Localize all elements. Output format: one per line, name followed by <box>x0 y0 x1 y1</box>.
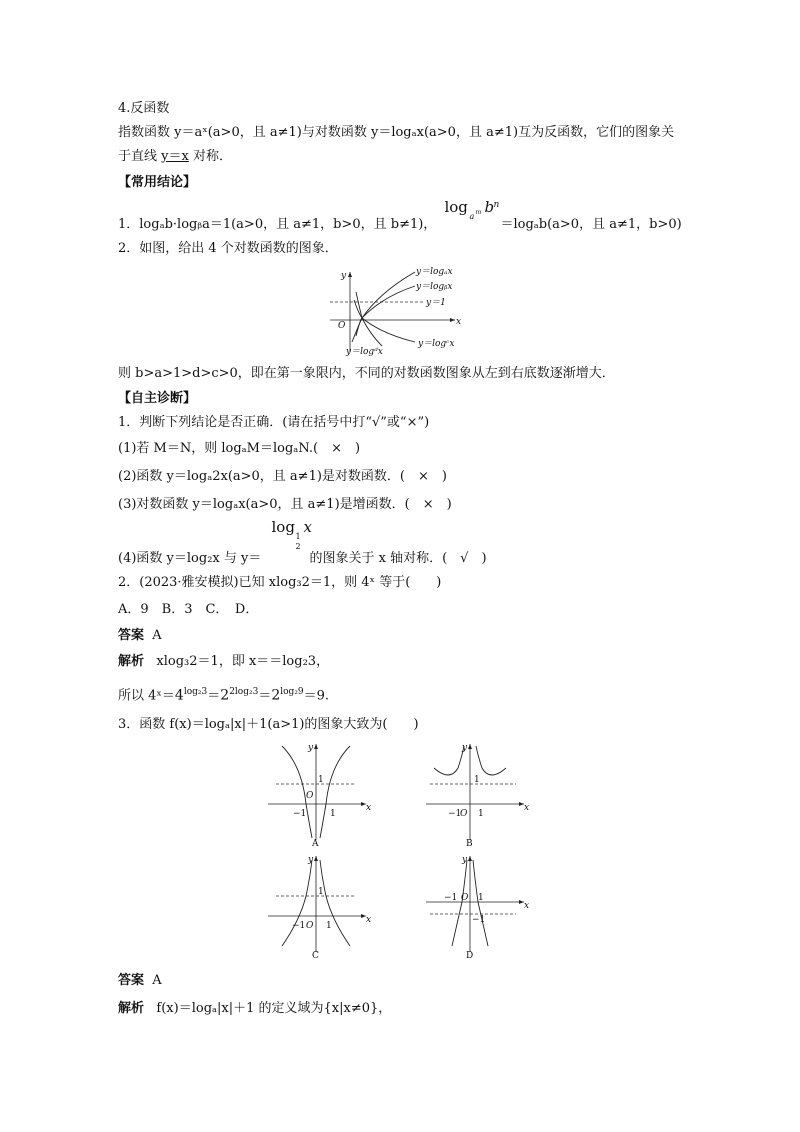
graph-d <box>420 850 532 962</box>
label-log-c: y＝logᶜx <box>418 339 455 349</box>
question-1-3: (3)对数函数 y＝logₐx(a>0，且 a≠1)是增函数．( × ) <box>118 497 452 512</box>
svg-text:y: y <box>308 743 314 753</box>
conclusion-1-tail: ＝logₐb(a>0，且 a≠1，b>0) <box>500 217 682 232</box>
svg-text:−1: −1 <box>292 921 306 931</box>
svg-text:−1: −1 <box>472 915 486 925</box>
label-log-d: y＝logᵈx <box>346 347 383 357</box>
conclusion-1-text: 1．logₐb·logᵦa＝1(a>0，且 a≠1，b>0，且 b≠1)， <box>118 217 437 232</box>
svg-text:y: y <box>308 855 314 865</box>
question-2-answer <box>118 627 162 645</box>
svg-text:O: O <box>306 791 314 801</box>
analysis-label: 解析 <box>118 654 145 669</box>
svg-text:1: 1 <box>318 775 324 785</box>
question-3-analysis <box>118 1000 391 1018</box>
graph-b-label: B <box>466 839 473 849</box>
graph-b <box>420 738 532 850</box>
question-2: 2．(2023·雅安模拟)已知 xlog₃2＝1，则 4ˣ 等于( ) <box>118 575 442 590</box>
question-2-options: A．9 B．3 C． D． <box>118 602 259 617</box>
analysis-label: 解析 <box>118 1001 145 1016</box>
svg-text:1: 1 <box>330 809 336 819</box>
section-title: 4.反函数 <box>118 101 170 116</box>
svg-text:y: y <box>462 743 468 753</box>
label-log-b: y＝logᵦx <box>416 282 453 292</box>
exp1-base: 4 <box>174 687 184 704</box>
question-1: 1．判断下列结论是否正确．(请在括号中打“√”或“×”) <box>118 415 430 430</box>
exp3-sup: log₂9 <box>280 687 304 697</box>
y-axis-label: y <box>341 271 347 281</box>
so-text: 所以 4ˣ＝ <box>118 688 175 704</box>
inverse-paragraph-line1: 指数函数 y＝aˣ(a>0，且 a≠1)与对数函数 y＝logₐx(a>0，且 a≠1)互为反函数，它们的图象关 <box>118 125 675 140</box>
question-1-4-post: 的图象关于 x 轴对称．( √ ) <box>309 551 487 566</box>
conclusion-1-formula: log a m b n <box>444 198 500 221</box>
exp2-base: 2 <box>220 687 230 704</box>
origin-label: O <box>338 321 346 331</box>
svg-text:1: 1 <box>474 775 480 785</box>
exp3-base: 2 <box>271 687 281 704</box>
analysis-text: xlog₃2＝1，即 x＝＝log₂3， <box>156 654 330 669</box>
inverse-p2-pre: 于直线 <box>118 149 162 164</box>
conclusion-2-result: 则 b>a>1>d>c>0，即在第一象限内，不同的对数函数图象从左到右底数逐渐增大． <box>118 366 615 381</box>
label-y1: y＝1 <box>426 298 446 308</box>
answer-label: 答案 <box>118 973 145 988</box>
svg-text:1: 1 <box>478 893 484 903</box>
graph-a <box>262 738 374 850</box>
self-diagnosis-header: 【自主诊断】 <box>118 391 197 406</box>
svg-text:−1: −1 <box>448 809 462 819</box>
svg-text:x: x <box>524 901 530 911</box>
line-y-equals-x: y＝x <box>161 149 189 164</box>
question-1-1: (1)若 M＝N，则 logₐM＝logₐN.( × ) <box>118 441 361 456</box>
eq-tail: ＝9. <box>303 688 330 704</box>
x-axis-arrow <box>450 318 455 322</box>
question-1-2: (2)函数 y＝logₐ2x(a>0，且 a≠1)是对数函数．( × ) <box>118 469 447 484</box>
svg-text:O: O <box>306 921 314 931</box>
eq-sign-1: ＝ <box>207 688 221 704</box>
answer-value: A <box>152 628 162 643</box>
label-log-a: y＝logₐx <box>416 267 453 277</box>
svg-text:y: y <box>462 855 468 865</box>
svg-text:O: O <box>461 893 469 903</box>
svg-text:O: O <box>460 809 468 819</box>
x-axis-label: x <box>456 317 462 327</box>
log-half-formula: log 1 2 x <box>271 518 312 551</box>
svg-text:1: 1 <box>318 887 324 897</box>
curve-log-d <box>356 292 382 346</box>
conclusion-2: 2．如图，给出 4 个对数函数的图象． <box>118 241 338 256</box>
question-1-4 <box>118 518 487 568</box>
question-2-so <box>118 683 329 705</box>
curve-log-b <box>356 272 415 336</box>
y-axis-arrow <box>348 272 352 277</box>
graph-c <box>262 850 374 962</box>
exp1-sup: log₂3 <box>183 687 208 697</box>
svg-text:x: x <box>524 803 530 813</box>
common-conclusions-header: 【常用结论】 <box>118 175 197 190</box>
graph-c-label: C <box>312 951 319 961</box>
log-functions-figure <box>320 262 470 358</box>
svg-text:−1: −1 <box>293 809 307 819</box>
eq-sign-2: ＝ <box>258 688 272 704</box>
svg-text:−1: −1 <box>444 893 458 903</box>
graph-d-label: D <box>466 951 474 961</box>
inverse-p2-post: 对称． <box>188 149 232 164</box>
svg-text:1: 1 <box>478 809 484 819</box>
exp2-sup: 2log₂3 <box>229 687 259 697</box>
svg-text:1: 1 <box>326 921 332 931</box>
answer-value: A <box>152 973 162 988</box>
svg-text:x: x <box>366 803 372 813</box>
question-2-analysis <box>118 653 329 671</box>
svg-text:x: x <box>366 915 372 925</box>
answer-label: 答案 <box>118 628 145 643</box>
question-1-4-pre: (4)函数 y＝log₂x 与 y＝ <box>118 551 262 566</box>
inverse-paragraph-line2 <box>118 148 232 166</box>
question-3: 3．函数 f(x)＝logₐ|x|＋1(a>1)的图象大致为( ) <box>118 717 419 732</box>
question-3-answer <box>118 972 162 990</box>
analysis-text: f(x)＝logₐ|x|＋1 的定义域为{x|x≠0}， <box>156 1001 392 1016</box>
graph-a-label: A <box>312 839 319 849</box>
conclusion-1 <box>118 198 682 234</box>
